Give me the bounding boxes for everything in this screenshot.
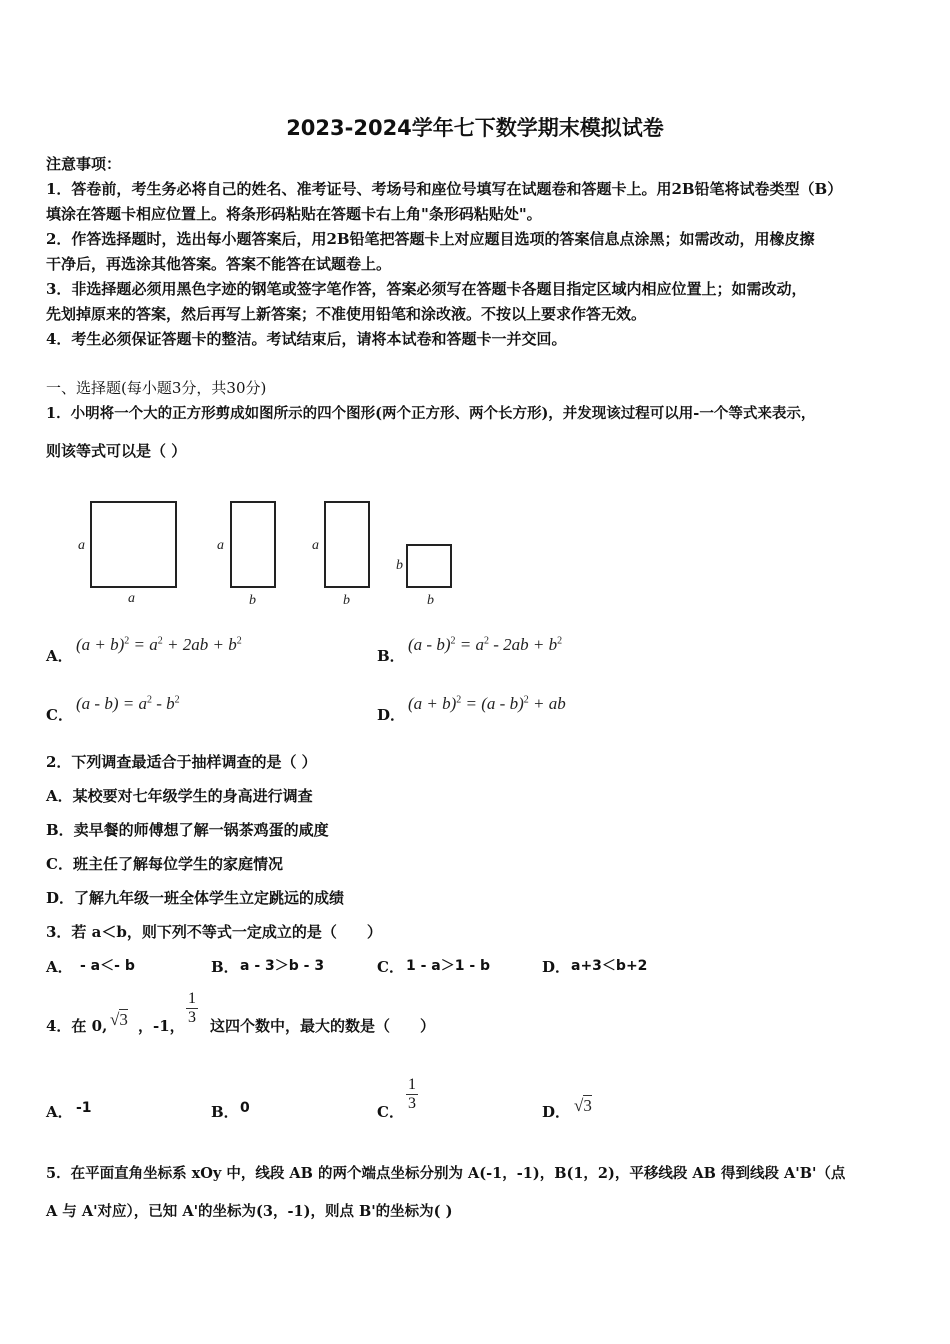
label-b: b (396, 558, 403, 573)
q4-option-d-label: D． (542, 1103, 571, 1121)
q4-option-b: 0 (240, 1100, 250, 1116)
q1-stem: 则该等式可以是（ ） (46, 442, 187, 460)
rect-ab-2 (325, 502, 369, 587)
q3-option-a-label: A． (46, 958, 73, 976)
option-a-label: A． (46, 647, 73, 665)
q2-option-a: A．某校要对七年级学生的身高进行调查 (46, 787, 313, 805)
q2-option-c: C．班主任了解每位学生的家庭情况 (46, 855, 283, 873)
q1-stem: 1．小明将一个大的正方形剪成如图所示的四个图形(两个正方形、两个长方形)，并发现该过程可以用-一个等式来表示， (46, 405, 816, 422)
notice-line: 干净后，再选涂其他答案。答案不能答在试题卷上。 (46, 255, 392, 273)
option-b-formula: $(a - b)^2 = a^2 - 2ab + b^2$ (408, 635, 563, 654)
q5-stem: 5．在平面直角坐标系 xOy 中，线段 AB 的两个端点坐标分别为 A(-1，-1)，B(1，2)，平移线段 AB 得到线段 A'B'（点 (46, 1165, 846, 1182)
q4-fraction: $\frac{1}{3}$ (188, 990, 196, 1026)
q4-stem: ，-1， (138, 1017, 185, 1035)
label-a: a (217, 538, 224, 553)
notice-line: 1．答卷前，考生务必将自己的姓名、准考证号、考场号和座位号填写在试题卷和答题卡上。用2B铅笔将试卷类型（B） (46, 180, 843, 198)
q3-option-c-label: C． (377, 958, 404, 976)
q4-option-c-fraction: $\frac{1}{3}$ (408, 1076, 416, 1112)
q4-stem: 这四个数中，最大的数是（ ） (210, 1017, 436, 1035)
rect-ab-1 (231, 502, 275, 587)
q4-option-a: -1 (76, 1100, 92, 1116)
q3-option-b: a - 3＞b - 3 (240, 958, 325, 974)
label-a: a (78, 538, 85, 553)
q4-option-a-label: A． (46, 1103, 73, 1121)
notice-line: 4．考生必须保证答题卡的整洁。考试结束后，请将本试卷和答题卡一并交回。 (46, 330, 567, 348)
label-b: b (249, 593, 256, 608)
q3-option-a: - a＜- b (80, 958, 135, 974)
notice-heading: 注意事项： (46, 155, 122, 173)
q2-option-d: D．了解九年级一班全体学生立定跳远的成绩 (46, 889, 345, 907)
q4-option-c-label: C． (377, 1103, 404, 1121)
q4-stem: 4．在 0, (46, 1017, 108, 1035)
page-title: 2023-2024学年七下数学期末模拟试卷 (286, 116, 664, 140)
q2-stem: 2．下列调查最适合于抽样调查的是（ ） (46, 753, 317, 771)
q5-stem: A 与 A'对应），已知 A'的坐标为(3，-1)，则点 B'的坐标为( ) (46, 1203, 453, 1220)
square-b (407, 545, 451, 587)
q3-option-d: a+3＜b+2 (571, 958, 648, 974)
option-a-formula: $(a + b)^2 = a^2 + 2ab + b^2$ (76, 635, 242, 654)
option-d-formula: $(a + b)^2 = (a - b)^2$ + ab (408, 694, 566, 713)
label-a: a (312, 538, 319, 553)
label-a: a (128, 591, 135, 606)
label-b: b (343, 593, 350, 608)
option-c-label: C． (46, 706, 73, 724)
option-b-label: B． (377, 647, 405, 665)
q4-option-d-sqrt3: √3 (574, 1096, 592, 1115)
notice-line: 填涂在答题卡相应位置上。将条形码粘贴在答题卡右上角"条形码粘贴处"。 (46, 205, 542, 223)
section-heading: 一、选择题(每小题3分，共30分) (46, 379, 267, 397)
q3-option-d-label: D． (542, 958, 571, 976)
q2-option-b: B．卖早餐的师傅想了解一锅茶鸡蛋的咸度 (46, 821, 329, 839)
q3-stem: 3．若 a＜b，则下列不等式一定成立的是（ ） (46, 923, 382, 941)
q4-sqrt3: √3 (110, 1010, 128, 1029)
notice-line: 先划掉原来的答案，然后再写上新答案；不准使用铅笔和涂改液。不按以上要求作答无效。 (46, 305, 647, 323)
option-c-formula: $(a - b) = a^2 - b^2$ (76, 694, 180, 713)
option-d-label: D． (377, 706, 406, 724)
notice-line: 3．非选择题必须用黑色字迹的钢笔或签字笔作答，答案必须写在答题卡各题目指定区域内相应位置上；如需改动， (46, 280, 807, 298)
notice-line: 2．作答选择题时，选出每小题答案后，用2B铅笔把答题卡上对应题目选项的答案信息点涂黑；如需改动，用橡皮擦 (46, 230, 815, 248)
q4-option-b-label: B． (211, 1103, 239, 1121)
label-b: b (427, 593, 434, 608)
q3-option-b-label: B． (211, 958, 239, 976)
q3-option-c: 1 - a＞1 - b (406, 958, 491, 974)
square-a (91, 502, 176, 587)
